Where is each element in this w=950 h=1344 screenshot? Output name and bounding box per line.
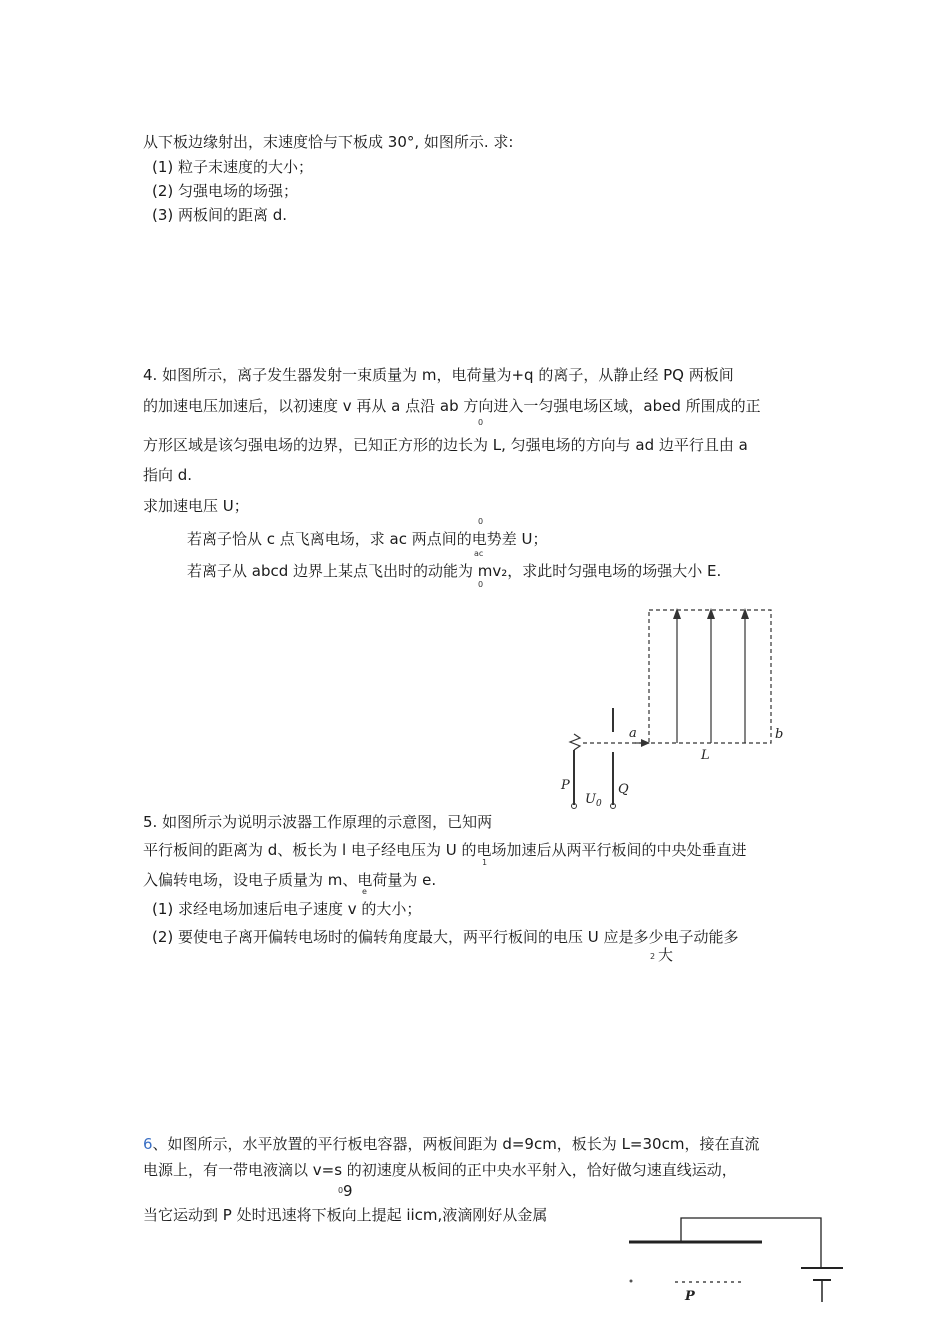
q6-line-1: 6、如图所示，水平放置的平行板电容器，两板间距为 d=9cm，板长为 L=30cm，接在直流 (143, 1135, 760, 1153)
q5-line-3: 入偏转电场，设电子质量为 m、电荷量为 e. (143, 871, 437, 889)
q4-subscript-uac: ac (474, 549, 484, 558)
q4-field-diagram (555, 600, 795, 815)
intro-item-2: (2) 匀强电场的场强； (152, 182, 299, 200)
q4-subscript-v0: 0 (478, 418, 484, 427)
q5-line-1: 5. 如图所示为说明示波器工作原理的示意图，已知两 (143, 813, 493, 831)
q4-line-7: 若离子从 abcd 边界上某点飞出时的动能为 mv₂，求此时匀强电场的场强大小 E. (187, 562, 722, 580)
q5-line-2: 平行板间的距离为 d、板长为 l 电子经电压为 U 的电场加速后从两平行板间的中央处垂直进 (143, 841, 747, 859)
q6-line-2: 电源上，有一带电液滴以 v=s 的初速度从板间的正中央水平射入，恰好做匀速直线运动， (143, 1161, 737, 1179)
field-region-boundary (649, 610, 771, 743)
label-P: P (685, 1289, 695, 1304)
droplet (630, 1280, 633, 1283)
q4-line-3: 方形区域是该匀强电场的边界，已知正方形的边长为 L, 匀强电场的方向与 ad 边平行且由 a (143, 436, 748, 454)
q4-subscript-u0: 0 (478, 517, 484, 526)
label-U0: $U_0$ (585, 792, 602, 809)
q4-line-4: 指向 d. (143, 466, 193, 484)
q4-line-1: 4. 如图所示，离子发生器发射一束质量为 m，电荷量为+q 的离子，从静止经 PQ 两板间 (143, 366, 734, 384)
q6-line-3: 当它运动到 P 处时迅速将下板向上提起 iicm,液滴刚好从金属 (143, 1206, 548, 1224)
ion-source (570, 734, 580, 750)
q5-item-2: (2) 要使电子离开偏转电场时的偏转角度最大，两平行板间的电压 U 应是多少电子动能多 (152, 928, 739, 946)
label-P: P (561, 778, 570, 793)
intro-item-3: (3) 两板间的距离 d. (152, 206, 288, 224)
q5-subscript-u1: 1 (482, 858, 488, 867)
q4-line-2: 的加速电压加速后，以初速度 v 再从 a 点沿 ab 方向进入一匀强电场区域，abed 所围成的正 (143, 397, 761, 415)
q4-subscript-mv0: 0 (478, 580, 484, 589)
q5-item-1: (1) 求经电场加速后电子速度 v 的大小； (152, 900, 422, 918)
q4-line-6: 若离子恰从 c 点飞离电场，求 ac 两点间的电势差 U； (187, 530, 548, 548)
label-Q: Q (618, 782, 629, 797)
q6-subscript-9: 9 (343, 1182, 353, 1200)
q6-subscript-v0: 0 (338, 1186, 344, 1195)
label-L: L (701, 748, 710, 763)
label-b: b (775, 727, 784, 742)
q6-capacitor-diagram (625, 1210, 850, 1340)
q5-subscript-u2: 2 (650, 952, 656, 961)
q4-line-5: 求加速电压 U； (143, 497, 249, 515)
intro-line: 从下板边缘射出，末速度恰与下板成 30°, 如图所示. 求: (143, 133, 514, 151)
intro-item-1: (1) 粒子末速度的大小； (152, 158, 314, 176)
q5-subscript-me: e (362, 887, 367, 896)
label-a: a (629, 726, 637, 741)
q5-item-2-cont: 大 (658, 946, 674, 964)
q6-number: 6 (143, 1135, 153, 1153)
